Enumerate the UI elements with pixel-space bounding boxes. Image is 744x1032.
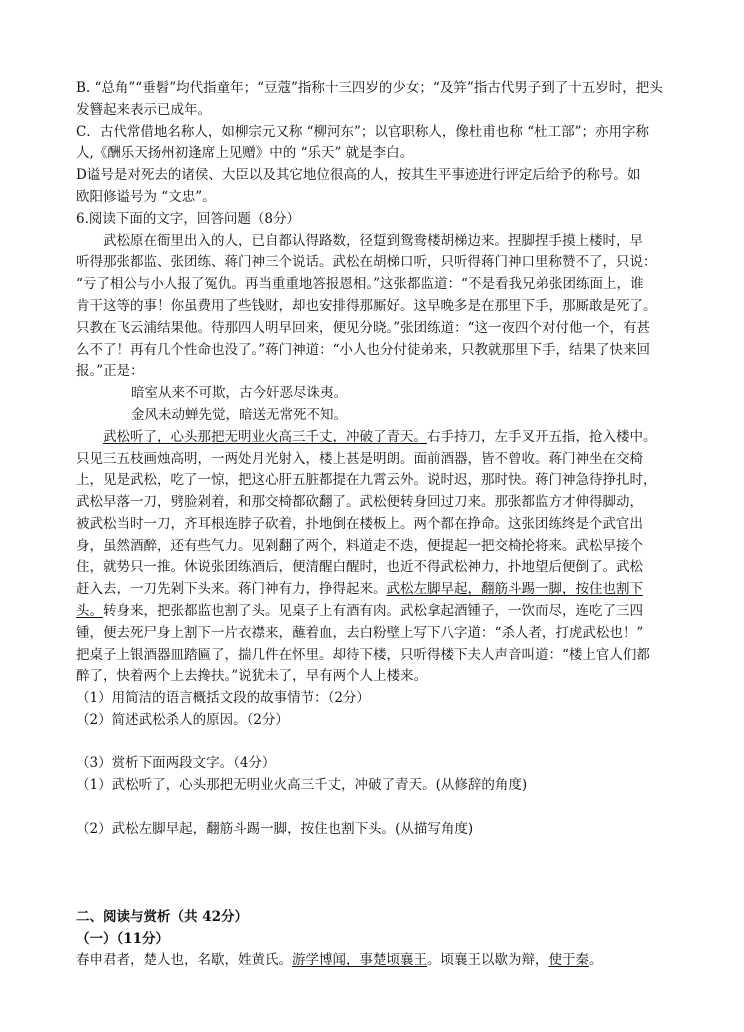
poem-line: 金风未动蝉先觉，暗送无常死不知。: [131, 407, 347, 423]
sub-question-3: （3）赏析下面两段文字。（4分）: [76, 755, 276, 771]
sub-question-3-2: （2）武松左脚早起，翻筋斗踢一脚，按住也割下头。(从描写角度): [76, 821, 474, 837]
passage-p1-line: “亏了相公与小人报了冤仇。再当重重地答报恩相。”这张都监道：“不是看我兄弟张团练面上，谁: [76, 276, 644, 292]
sub-question-3-1: （1）武松听了，心头那把无明业火高三千丈，冲破了青天。(从修辞的角度): [76, 777, 528, 793]
section-2-title: 二、阅读与赏析（共 42分）: [76, 909, 248, 925]
passage-p1-line: 么不了！再有几个性命也没了。”蒋门神道：“小人也分付徒弟来，只教就那里下手，结果了快来回: [76, 342, 651, 358]
passage-p2-line: 武松早落一刀，劈脸剁着，和那交椅都砍翻了。武松便转身回过刀来。那张都监方才伸得脚动，: [76, 494, 643, 510]
question-6-heading: 6.阅读下面的文字，回答问题（8分）: [76, 211, 300, 227]
sub-question-1: （1）用简洁的语言概括文段的故事情节：（2分）: [76, 690, 370, 706]
passage-p2-line: 身，虽然酒醉，还有些气力。见剁翻了两个，料道走不迭，便提起一把交椅抡将来。武松早接个: [76, 538, 643, 554]
passage-p2-line-1: [103, 426, 657, 448]
passage-p2-line-8: [76, 578, 643, 600]
underlined-phrase-1: 游学博闻，事楚顷襄王: [292, 952, 427, 968]
passage-p2-line: 住，就势只一推。休说张团练酒后，便清醒白醒时，也近不得武松神力，扑地望后便倒了。武松: [76, 559, 643, 575]
passage-text: 转身来，把张都监也割了头。见桌子上有酒有肉。武松拿起酒锺子，一饮而尽，连吃了三四: [103, 603, 643, 619]
section-2-part-1: （一）（11分）: [76, 931, 170, 947]
passage-p1-line: 只教在飞云浦结果他。待那四人明早回来，便见分晓。”张团练道：“这一夜四个对付他一个，有甚: [76, 320, 651, 336]
poem-line: 暗室从来不可欺，古今奸恶尽诛夷。: [131, 385, 347, 401]
passage-text: 右手持刀，左手叉开五指，抢入楼中。: [427, 429, 657, 445]
passage-text: 赶入去，一刀先剁下头来。蒋门神有力，挣得起来。: [76, 581, 387, 597]
passage-p1-line: 报。”正是：: [76, 363, 144, 379]
passage-p2-line: 上，见是武松，吃了一惊，把这心肝五脏都提在九霄云外。说时迟，那时快。蒋门神急待挣扎时，: [76, 472, 657, 488]
underlined-sentence-2-end: 头。: [76, 603, 103, 619]
passage-p2-line: 被武松当时一刀，齐耳根连脖子砍着，扑地倒在楼板上。两个都在挣命。这张团练终是个武官出: [76, 516, 643, 532]
passage-text: 。: [589, 952, 603, 968]
passage-p1-line: 肯干这等的事！你虽费用了些钱财，却也安排得那厮好。这早晚多是在那里下手，那厮敢是死了。: [76, 298, 657, 314]
passage-text: 春申君者，楚人也，名歇，姓黄氏。: [76, 952, 292, 968]
passage-text: 。顷襄王以歇为辩，: [427, 952, 549, 968]
option-d-line-2: 欧阳修谥号为 “文忠”。: [76, 189, 216, 205]
passage-p1-line: 武松原在衙里出入的人，已自都认得路数，径踅到鸳鸯楼胡梯边来。捏脚捏手摸上楼时，早: [103, 233, 643, 249]
passage-p2-line: 醉了，快着两个上去搀扶。”说犹未了，早有两个人上楼来。: [76, 668, 428, 684]
option-b-line-2: 发簪起来表示已成年。: [76, 102, 211, 118]
underlined-sentence-2-start: 武松左脚早起，翻筋斗踢一脚，按住也割下: [386, 581, 643, 597]
passage-p2-line-9: [76, 600, 643, 622]
passage-p2-line: 锺，便去死尸身上割下一片衣襟来，蘸着血，去白粉壁上写下八字道：“杀人者，打虎武松也！”: [76, 625, 644, 641]
option-b-line-1: B. “总角”“垂髫”均代指童年；“豆蔻”指称十三四岁的少女；“及笄”指古代男子到了十五岁时，把头: [76, 80, 663, 96]
option-d-line-1: D谥号是对死去的诸侯、大臣以及其它地位很高的人，按其生平事迹进行评定后给予的称号。如: [76, 167, 641, 183]
passage-p2-line: 只见三五枝画烛高明，一两处月光射入，楼上甚是明朗。面前酒器，皆不曾收。蒋门神坐在交椅: [76, 451, 643, 467]
classical-text-line: [76, 949, 603, 971]
option-c-line-2: 人,《酬乐天扬州初逢席上见赠》中的 “乐天” 就是李白。: [76, 145, 414, 161]
option-c-line-1: C．古代常借地名称人，如柳宗元又称 “柳河东”；以官职称人，像杜甫也称 “杜工部”；亦用字称: [76, 124, 650, 140]
passage-p1-line: 听得那张都监、张团练、蒋门神三个说话。武松在胡梯口听，只听得蒋门神口里称赞不了，只说：: [76, 254, 657, 270]
sub-question-2: （2）简述武松杀人的原因。（2分）: [76, 712, 289, 728]
passage-p2-line: 把桌子上银酒器皿踏匾了，揣几件在怀里。却待下楼，只听得楼下夫人声音叫道：“楼上官人们都: [76, 647, 650, 663]
underlined-phrase-2: 使于秦: [548, 952, 589, 968]
underlined-sentence-1: 武松听了，心头那把无明业火高三千丈，冲破了青天。: [103, 429, 427, 445]
